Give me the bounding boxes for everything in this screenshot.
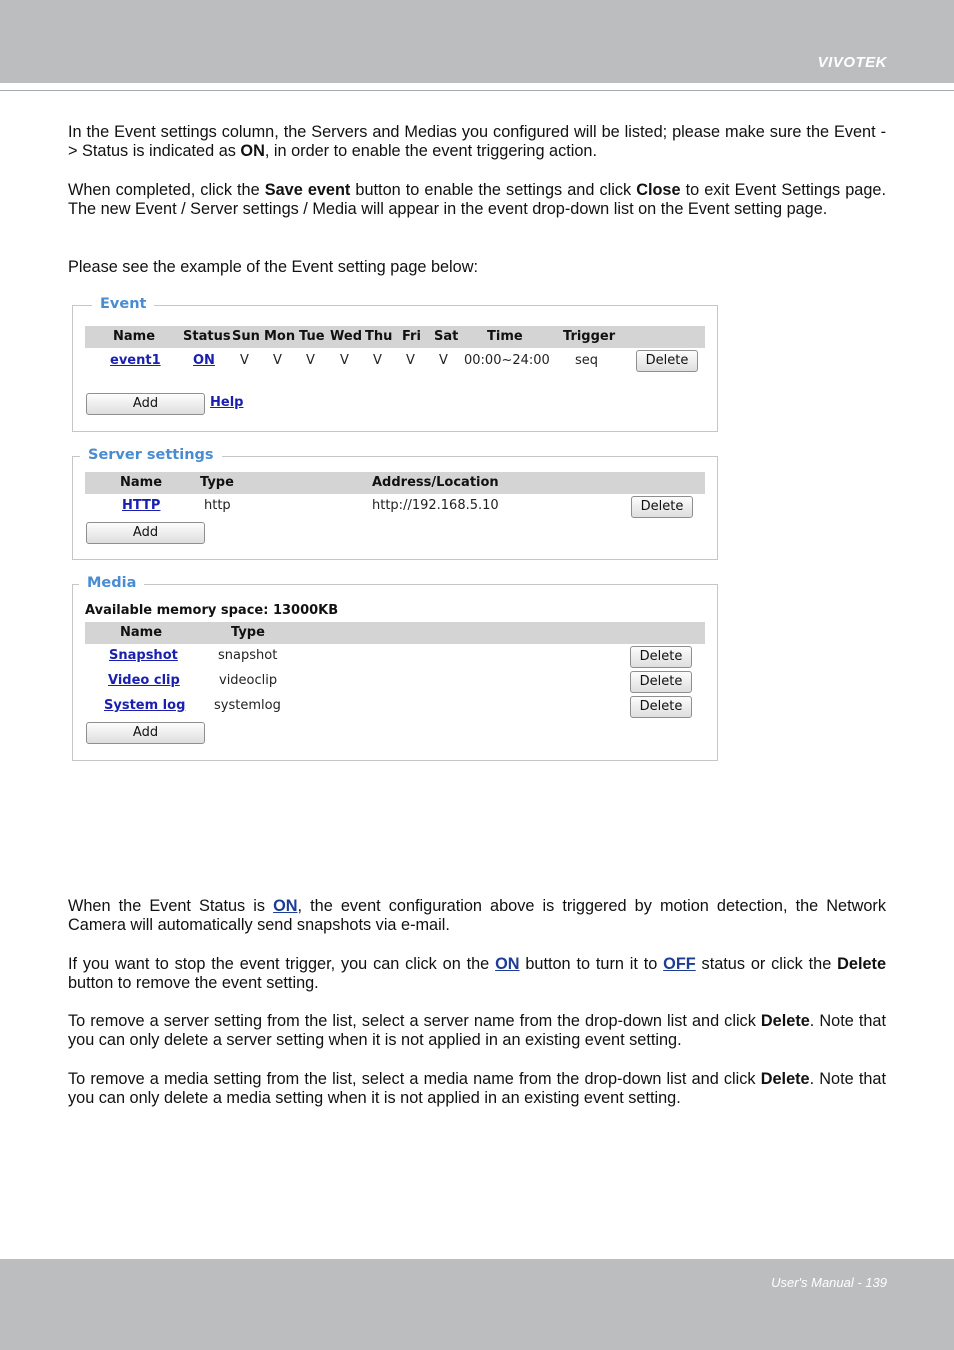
day-tue-value: V: [306, 353, 315, 368]
available-memory-label: Available memory space: 13000KB: [85, 603, 339, 618]
server-address-value: http://192.168.5.10: [372, 498, 499, 513]
page-header: [0, 0, 954, 83]
event-table-header: [85, 326, 705, 348]
event-name-link[interactable]: event1: [110, 353, 161, 368]
media-row-link[interactable]: System log: [104, 698, 186, 713]
on-link[interactable]: ON: [273, 897, 298, 915]
intro-paragraph-3: Please see the example of the Event setting page below:: [68, 258, 479, 276]
col-thu: Thu: [365, 329, 393, 344]
day-sun-value: V: [240, 353, 249, 368]
event-panel: [72, 296, 718, 432]
col-trigger: Trigger: [563, 329, 616, 344]
help-link[interactable]: Help: [210, 395, 244, 410]
media-add-button[interactable]: Add: [86, 722, 205, 744]
media-delete-button[interactable]: Delete: [630, 646, 692, 668]
media-delete-button[interactable]: Delete: [630, 671, 692, 693]
media-row-type: systemlog: [214, 698, 281, 713]
day-fri-value: V: [406, 353, 415, 368]
col-tue: Tue: [299, 329, 325, 344]
media-row-type: snapshot: [218, 648, 278, 663]
outro-paragraph-2: If you want to stop the event trigger, you can click on the ON button to turn it to OFF status or click the Delete button to remove the event setting.: [68, 955, 886, 992]
on-link[interactable]: ON: [495, 955, 520, 973]
col-wed: Wed: [330, 329, 362, 344]
media-row-link[interactable]: Snapshot: [109, 648, 178, 663]
col-time: Time: [487, 329, 523, 344]
outro-paragraph-3: To remove a server setting from the list, select a server name from the drop-down list and click Delete. Note that you can only delete a server setting when it is not applied in an existing event setting.: [68, 1012, 886, 1049]
day-mon-value: V: [273, 353, 282, 368]
event-time-value: 00:00~24:00: [464, 353, 550, 368]
event-trigger-value: seq: [575, 353, 599, 368]
media-row-link[interactable]: Video clip: [108, 673, 180, 688]
day-sat-value: V: [439, 353, 448, 368]
col-name: Name: [113, 329, 156, 344]
col-sat: Sat: [434, 329, 459, 344]
event-add-button[interactable]: Add: [86, 393, 205, 415]
col-fri: Fri: [402, 329, 421, 344]
col-status: Status: [183, 329, 231, 344]
col-name: Name: [120, 475, 163, 490]
col-type: Type: [200, 475, 234, 490]
day-wed-value: V: [340, 353, 349, 368]
col-mon: Mon: [264, 329, 296, 344]
col-sun: Sun: [232, 329, 260, 344]
day-thu-value: V: [373, 353, 382, 368]
media-row-type: videoclip: [219, 673, 278, 688]
server-delete-button[interactable]: Delete: [631, 496, 693, 518]
outro-paragraph-4: To remove a media setting from the list, select a media name from the drop-down list and click Delete. Note that you can only delete a media setting when it is not applied in an existing event setting.: [68, 1070, 886, 1107]
server-settings-panel: [72, 447, 718, 560]
event-status-on-link[interactable]: ON: [193, 353, 215, 368]
col-name: Name: [120, 625, 163, 640]
server-table-header: [85, 472, 705, 494]
col-type: Type: [231, 625, 265, 640]
media-legend: Media: [79, 575, 144, 591]
media-panel: [72, 575, 718, 761]
col-address: Address/Location: [372, 475, 499, 490]
event-legend: Event: [92, 296, 154, 312]
server-add-button[interactable]: Add: [86, 522, 205, 544]
off-link[interactable]: OFF: [663, 955, 696, 973]
intro-paragraph-2: When completed, click the Save event button to enable the settings and click Close to exit Event Settings page. The new Event / Server settings / Media will appear in the event drop-down list on the Event setting page.: [68, 181, 886, 218]
brand-logo: VIVOTEK: [817, 54, 887, 71]
outro-paragraph-1: When the Event Status is ON, the event configuration above is triggered by motion detection, the Network Camera will automatically send snapshots via e-mail.: [68, 897, 886, 934]
server-type-value: http: [204, 498, 231, 513]
server-settings-legend: Server settings: [80, 447, 222, 463]
event-delete-button[interactable]: Delete: [636, 350, 698, 372]
intro-paragraph-1: In the Event settings column, the Servers and Medias you configured will be listed; please make sure the Event -> Status is indicated as ON, in order to enable the event triggering action.: [68, 123, 886, 160]
media-delete-button[interactable]: Delete: [630, 696, 692, 718]
page-number: User's Manual - 139: [771, 1275, 887, 1290]
media-table-header: [85, 622, 705, 644]
page-footer: [0, 1259, 954, 1350]
header-divider: [0, 90, 954, 91]
server-name-link[interactable]: HTTP: [122, 498, 161, 513]
